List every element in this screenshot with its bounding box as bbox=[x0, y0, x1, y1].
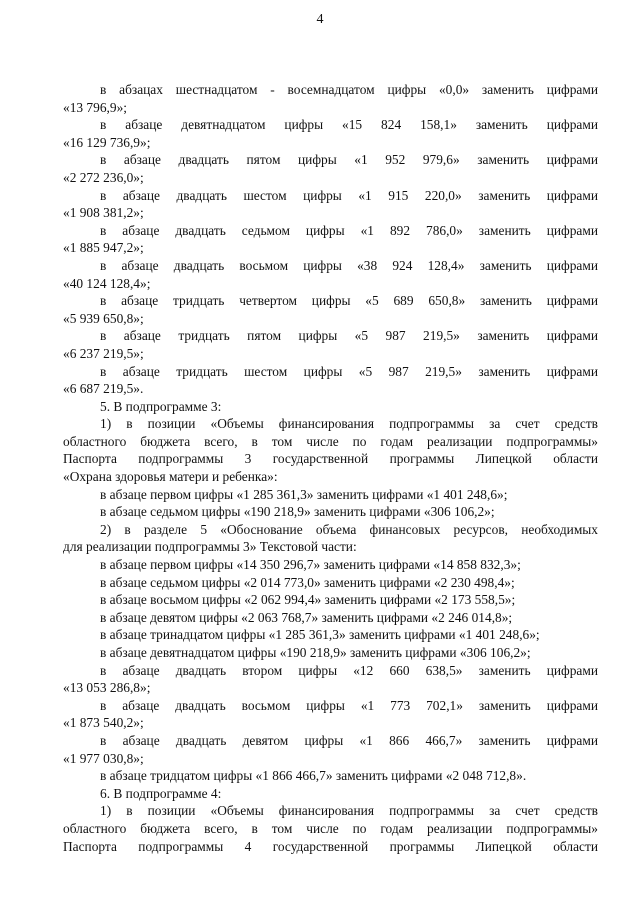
text-line: в абзаце двадцать седьмом цифры «1 892 786,0» заменить цифрами bbox=[100, 222, 598, 238]
text-line: 5. В подпрограмме 3: bbox=[100, 398, 222, 414]
text-line: для реализации подпрограммы 3» Текстовой части: bbox=[63, 539, 357, 555]
text-line: «13 796,9»; bbox=[63, 99, 127, 115]
text-line: «40 124 128,4»; bbox=[63, 275, 151, 291]
text-line: Паспорта подпрограммы 3 государственной программы Липецкой области bbox=[63, 451, 598, 467]
text-line: «1 977 030,8»; bbox=[63, 750, 144, 766]
text-line: в абзаце двадцать шестом цифры «1 915 220,0» заменить цифрами bbox=[100, 187, 598, 203]
text-line: Паспорта подпрограммы 4 государственной программы Липецкой области bbox=[63, 838, 598, 854]
text-line: «16 129 736,9»; bbox=[63, 134, 151, 150]
text-line: в абзаце двадцать пятом цифры «1 952 979,6» заменить цифрами bbox=[100, 152, 598, 168]
text-line: в абзаце восьмом цифры «2 062 994,4» заменить цифрами «2 173 558,5»; bbox=[100, 592, 516, 608]
text-line: «1 908 381,2»; bbox=[63, 205, 144, 221]
text-line: в абзацах шестнадцатом - восемнадцатом цифры «0,0» заменить цифрами bbox=[100, 82, 598, 97]
text-line: «6 237 219,5»; bbox=[63, 345, 144, 361]
text-line: в абзаце двадцать восьмом цифры «38 924 128,4» заменить цифрами bbox=[100, 257, 598, 273]
text-line: областного бюджета всего, в том числе по годам реализации подпрограммы» bbox=[63, 820, 598, 836]
text-line: «1 873 540,2»; bbox=[63, 715, 144, 731]
text-line: в абзаце двадцать девятом цифры «1 866 466,7» заменить цифрами bbox=[100, 732, 598, 748]
text-line: в абзаце тридцатом цифры «1 866 466,7» заменить цифрами «2 048 712,8». bbox=[100, 768, 527, 784]
text-line: в абзаце двадцать восьмом цифры «1 773 702,1» заменить цифрами bbox=[100, 697, 598, 713]
text-line: в абзаце первом цифры «1 285 361,3» заменить цифрами «1 401 248,6»; bbox=[100, 486, 508, 502]
page-number: 4 bbox=[316, 12, 324, 27]
text-line: «6 687 219,5». bbox=[63, 381, 144, 397]
text-line: 1) в позиции «Объемы финансирования подпрограммы за счет средств bbox=[100, 416, 598, 432]
text-line: в абзаце тридцать шестом цифры «5 987 219,5» заменить цифрами bbox=[100, 363, 598, 379]
text-line: 2) в разделе 5 «Обоснование объема финансовых ресурсов, необходимых bbox=[100, 521, 598, 537]
text-line: 1) в позиции «Объемы финансирования подпрограммы за счет средств bbox=[100, 803, 598, 819]
text-line: в абзаце девятнадцатом цифры «190 218,9» заменить цифрами «306 106,2»; bbox=[100, 645, 531, 660]
text-line: в абзаце девятнадцатом цифры «15 824 158,1» заменить цифрами bbox=[100, 117, 598, 133]
document-body bbox=[63, 81, 598, 855]
text-line: в абзаце первом цифры «14 350 296,7» заменить цифрами «14 858 832,3»; bbox=[100, 557, 521, 573]
text-line: в абзаце тринадцатом цифры «1 285 361,3» заменить цифрами «1 401 248,6»; bbox=[100, 627, 540, 643]
text-line: 6. В подпрограмме 4: bbox=[100, 785, 222, 801]
text-line: «Охрана здоровья матери и ребенка»: bbox=[63, 469, 278, 485]
text-line: в абзаце двадцать втором цифры «12 660 638,5» заменить цифрами bbox=[100, 662, 598, 678]
text-line: областного бюджета всего, в том числе по годам реализации подпрограммы» bbox=[63, 433, 598, 449]
text-line: в абзаце девятом цифры «2 063 768,7» заменить цифрами «2 246 014,8»; bbox=[100, 609, 513, 625]
text-line: «1 885 947,2»; bbox=[63, 240, 144, 256]
text-line: в абзаце седьмом цифры «2 014 773,0» заменить цифрами «2 230 498,4»; bbox=[100, 574, 515, 590]
text-line: в абзаце седьмом цифры «190 218,9» заменить цифрами «306 106,2»; bbox=[100, 504, 495, 520]
text-line: «13 053 286,8»; bbox=[63, 680, 151, 696]
text-line: «5 939 650,8»; bbox=[63, 310, 144, 326]
text-line: в абзаце тридцать пятом цифры «5 987 219,5» заменить цифрами bbox=[100, 328, 598, 344]
text-line: в абзаце тридцать четвертом цифры «5 689 650,8» заменить цифрами bbox=[100, 293, 598, 309]
text-line: «2 272 236,0»; bbox=[63, 169, 144, 185]
